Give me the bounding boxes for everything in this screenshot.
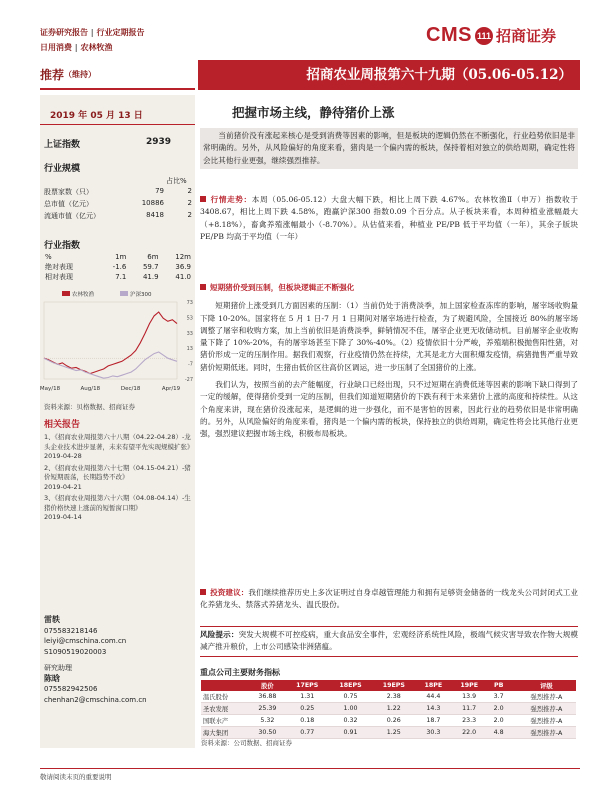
perf-value: 36.9 xyxy=(175,263,191,271)
headline: 把握市场主线，静待猪价上涨 xyxy=(232,105,395,120)
x-tick-label: Dec/18 xyxy=(120,386,141,392)
legend-label: 农林牧渔 xyxy=(72,292,95,298)
header-tag-row1: 证券研究报告 | 行业定期报告 xyxy=(40,28,145,37)
table-cell: 0.26 xyxy=(372,715,415,727)
y-tick-label: -27 xyxy=(184,377,193,383)
assistant-name: 陈晗 xyxy=(44,673,60,683)
table-cell: 1.25 xyxy=(372,727,415,739)
table-header: 17EPS xyxy=(286,680,329,691)
section-heading: 短期猪价受到压制，但板块逻辑正不断强化 xyxy=(210,283,355,292)
table-cell: 0.75 xyxy=(329,691,372,703)
report-subtype-tag: 行业定期报告 xyxy=(96,28,145,37)
table-cell: 4.8 xyxy=(487,727,510,739)
perf-value: 41.9 xyxy=(142,273,159,281)
table-cell: 11.7 xyxy=(451,703,487,715)
bullet-icon xyxy=(200,589,206,595)
perf-value: 59.7 xyxy=(142,263,159,271)
logo-chinese: 招商证券 xyxy=(495,27,556,45)
related-text: 《招商农业周报第六十八期（04.22-04.28）-龙头企业技术进步显著，未来有望平先实现规模扩张》 xyxy=(44,433,194,451)
logo-mark-icon: 111 xyxy=(475,27,493,45)
table-header-row xyxy=(201,680,576,691)
company-name-cell: 圣农发展 xyxy=(201,703,249,715)
x-tick-label: Apr/19 xyxy=(161,386,181,392)
report-title-band xyxy=(198,60,580,90)
scale-row-label: 流通市值（亿元） xyxy=(44,212,100,220)
section-market xyxy=(200,194,578,243)
series-line xyxy=(44,312,177,374)
company-name-cell: 国联水产 xyxy=(201,715,249,727)
scale-row-pct: 2 xyxy=(187,187,192,195)
rating-block xyxy=(40,60,195,90)
table-cell: 2.0 xyxy=(487,715,510,727)
investment-advice xyxy=(200,587,578,612)
rating-sub: （维持） xyxy=(64,68,97,79)
table-cell: 1.00 xyxy=(329,703,372,715)
related-num: 2、 xyxy=(44,463,55,472)
table-cell: 30.50 xyxy=(249,727,285,739)
table-cell: 0.25 xyxy=(286,703,329,715)
perf-row-label: 相对表现 xyxy=(45,273,73,281)
table-cell: 0.32 xyxy=(329,715,372,727)
table-header: 股价 xyxy=(249,680,285,691)
section-text: 本周（05.06-05.12）大盘大幅下跌，相比上周下跌 4.67%。农林牧渔Ⅱ（申万）指数收于 3408.67，相比上周下跌 4.58%，跑赢沪深300 指数0.09 个百分点。从子板块来看，本周种植业涨幅最大（+8.18%），畜禽养殖涨幅最小（-8.70%）。从估值来看，种植业 PE/PB 低于平均值（一年），其余子版块 PE/PB 均高于平均值（一年） xyxy=(200,195,578,241)
table-cell xyxy=(510,727,517,739)
perf-row xyxy=(42,272,194,282)
scale-row-pct: 2 xyxy=(187,211,192,219)
scale-row-value: 79 xyxy=(155,187,164,195)
table-cell: 1.31 xyxy=(286,691,329,703)
performance-chart xyxy=(40,288,195,393)
assistant-email[interactable]: chenhan2@cmschina.com.cn xyxy=(44,695,147,704)
perf-value: 41.0 xyxy=(175,273,191,281)
table-header: 19PE xyxy=(451,680,487,691)
assistant-role: 研究助理 xyxy=(44,664,72,672)
divider xyxy=(40,124,195,125)
perf-row xyxy=(42,262,194,272)
perf-title: 行业指数 xyxy=(44,241,81,251)
table-cell: 5.32 xyxy=(249,715,285,727)
company-logo xyxy=(426,24,556,47)
scale-row-value: 10886 xyxy=(141,199,164,207)
bullet-icon xyxy=(200,284,206,290)
table-cell: 18.7 xyxy=(415,715,451,727)
body-paragraph: 短期猪价上涨受到几方面因素的压制：（1）当前仍处于消费淡季，加上国家检查冻库的影响，屠宰场收购量下降 10-20%。国家将在 5 月 1 日-7 月 1 日期间对屠宰场进行检查，为了规避风险，全国接近 80%的屠宰场调整了屠宰和收购方案，加上当前依旧是消费淡季，鲜销情况不佳，屠宰企业更无收储动机。目前屠宰企业收购量下降了 10%-20%，有的屠宰场甚至下降了 30%-40%。（2）疫情依旧十分严峻，养殖端积极抛售阳性猪，对猪价形成一定的压制作用。据我们观察，行业疫情仍然在持续，尤其是北方大面积爆发疫情，病猪抛售严重导致猪价短期低迷。同时，生猪由低价区往高价区调运，进一步压制了全国猪价的上涨。 xyxy=(200,301,578,372)
y-tick-label: 13 xyxy=(186,346,193,353)
scale-row xyxy=(44,187,194,199)
legend-swatch xyxy=(120,291,128,296)
scale-row-value: 8418 xyxy=(146,211,164,219)
scale-row-label: 总市值（亿元） xyxy=(44,200,93,208)
perf-table xyxy=(42,252,194,282)
scale-row-label: 股票家数（只） xyxy=(44,188,93,196)
section-heading: 行情走势： xyxy=(210,195,252,204)
table-header: 19EPS xyxy=(372,680,415,691)
table-header xyxy=(201,680,249,691)
intro-text: 当前猪价没有涨起来核心是受到消费等因素的影响，但是板块的逻辑仍然在不断强化，行业趋势依旧是非常明确的。另外，从风险偏好的角度来看，猪肉是一个偏内需的板块，保持着相对独立的供给周期，确定性将会比其他行业更强，继续强烈推荐。 xyxy=(203,131,575,165)
perf-row-label: 绝对表现 xyxy=(45,263,73,271)
related-text: 《招商农业周报第六十六期（04.08-04.14）-生猪价格快速上涨前的短暂窗口期》 xyxy=(44,494,191,512)
x-tick-label: Aug/18 xyxy=(80,386,101,392)
rating-label: 推荐 xyxy=(40,67,65,82)
table-row xyxy=(201,703,576,715)
chart-source: 资料来源：贝格数据、招商证券 xyxy=(44,403,135,411)
perf-header: % xyxy=(45,253,52,261)
scale-row xyxy=(44,211,194,223)
financial-table xyxy=(201,680,576,739)
related-num: 1、 xyxy=(44,433,55,441)
table-cell: 36.88 xyxy=(249,691,285,703)
table-cell: 0.77 xyxy=(286,727,329,739)
table-cell xyxy=(510,703,517,715)
analyst-phone: 075583218146 xyxy=(44,626,98,635)
scale-table xyxy=(44,187,194,223)
related-report-item[interactable] xyxy=(44,494,192,523)
table-cell xyxy=(510,691,517,703)
perf-value: -1.6 xyxy=(112,263,127,271)
y-tick-label: 33 xyxy=(186,330,193,337)
table-cell: 23.3 xyxy=(451,715,487,727)
sector-tag: 日用消费 xyxy=(40,43,72,52)
section-hog-price xyxy=(200,282,578,441)
report-type-tag: 证券研究报告 xyxy=(40,28,88,37)
table-cell: 44.4 xyxy=(415,691,451,703)
risk-warning xyxy=(200,626,578,657)
y-tick-label: 53 xyxy=(186,315,193,322)
related-report-item[interactable] xyxy=(44,464,192,493)
table-header: 评级 xyxy=(517,680,576,691)
perf-header-row xyxy=(42,252,194,262)
table-cell: 22.0 xyxy=(451,727,487,739)
related-num: 3、 xyxy=(44,494,55,502)
investment-text: 我们继续推荐历史上多次证明过自身卓越管理能力和拥有足够资金储备的一线龙头公司封闭式工业化养猪龙头、禁落式养猪龙头、温氏股份。 xyxy=(200,588,578,610)
risk-text: 突发大规模不可控疫病，重大食品安全事件，宏观经济系统性风险，极端气候灾害导致农作物大规模减产推升粮价，上市公司感染非洲猪瘟。 xyxy=(200,630,579,652)
table-cell: 0.91 xyxy=(329,727,372,739)
assistant-phone: 075582942506 xyxy=(44,685,98,693)
header-tag-row2: 日用消费 | 农林牧渔 xyxy=(40,43,113,52)
logo-latin: CMS xyxy=(426,24,472,46)
scale-pct-header: 占比% xyxy=(166,177,187,185)
related-report-item[interactable] xyxy=(44,433,192,462)
report-title: 招商农业周报第六十九期（05.06-05.12） xyxy=(306,67,572,83)
related-date: 2019-04-28 xyxy=(44,452,82,460)
related-date: 2019-04-14 xyxy=(44,513,82,521)
table-title: 重点公司主要财务指标 xyxy=(200,667,280,677)
table-cell: 13.9 xyxy=(451,691,487,703)
company-name-cell: 温氏股份 xyxy=(201,691,249,703)
analyst-email[interactable]: leiyi@cmschina.com.cn xyxy=(44,637,127,645)
table-cell: 2.0 xyxy=(487,703,510,715)
perf-header: 12m xyxy=(175,253,191,261)
related-text: 《招商农业周报第六十七期（04.15-04.21）-猪价短期震荡，长期趋势不改》 xyxy=(44,463,191,481)
table-header: 18PE xyxy=(415,680,451,691)
intro-box xyxy=(200,128,578,169)
perf-value: 7.1 xyxy=(115,273,127,281)
scale-row-pct: 2 xyxy=(187,199,192,207)
legend-swatch xyxy=(62,291,70,296)
analyst-name: 雷轶 xyxy=(44,615,60,624)
y-tick-label: 73 xyxy=(186,300,193,306)
related-reports xyxy=(44,433,192,523)
table-cell: 强烈推荐-A xyxy=(517,703,576,715)
scale-row xyxy=(44,199,194,211)
analyst-cert: S1090519020003 xyxy=(44,647,107,656)
table-cell: 25.39 xyxy=(249,703,285,715)
table-cell: 0.18 xyxy=(286,715,329,727)
table-row xyxy=(201,691,576,703)
table-row xyxy=(201,715,576,727)
table-cell: 1.22 xyxy=(372,703,415,715)
scale-title: 行业规模 xyxy=(44,164,81,174)
body-paragraph: 我们认为，按照当前的去产能幅度，行业缺口已经出现，只不过短期在消费低迷等因素的影响下缺口得到了一定的缓解，使得猪价受到一定的压制，但我们知道短期猪价的下跌有利于未来猪价上涨的高度和持续性。从这个角度来讲，现在猪价没涨起来，是逻辑的进一步强化，而不是害怕的因素，因此行业的趋势依旧是非常明确的。另外，从风险偏好的角度来看，猪肉是一个偏内需的板块，保持独立的供给周期，确定性将会比其他行业更强，强烈建议把握市场主线，积极布局板块。 xyxy=(200,380,578,439)
related-title: 相关报告 xyxy=(44,420,81,430)
footer-divider xyxy=(40,768,580,769)
table-cell: 强烈推荐-A xyxy=(517,727,576,739)
table-header: PB xyxy=(487,680,510,691)
related-date: 2019-04-21 xyxy=(44,482,82,491)
table-source: 资料来源：公司数据、招商证券 xyxy=(201,739,292,747)
index-value: 2939 xyxy=(146,137,172,147)
perf-header: 6m xyxy=(147,253,159,261)
table-cell xyxy=(510,715,517,727)
table-cell: 强烈推荐-A xyxy=(517,715,576,727)
table-cell: 2.38 xyxy=(372,691,415,703)
table-row xyxy=(201,727,576,739)
company-name-cell: 海大集团 xyxy=(201,727,249,739)
perf-header: 1m xyxy=(115,253,127,261)
table-cell: 强烈推荐-A xyxy=(517,691,576,703)
analyst-block xyxy=(44,615,192,705)
table-cell: 14.3 xyxy=(415,703,451,715)
bullet-icon xyxy=(200,196,206,202)
table-cell: 30.3 xyxy=(415,727,451,739)
table-header: 18EPS xyxy=(329,680,372,691)
index-label: 上证指数 xyxy=(44,140,81,150)
table-cell: 3.7 xyxy=(487,691,510,703)
footer-note: 敬请阅读末页的重要说明 xyxy=(40,773,112,781)
investment-heading: 投资建议： xyxy=(210,588,249,597)
table-header xyxy=(510,680,517,691)
y-tick-label: -7 xyxy=(188,361,193,368)
subsector-tag: 农林牧渔 xyxy=(80,43,113,52)
risk-heading: 风险提示： xyxy=(200,630,239,639)
legend-label: 沪深300 xyxy=(130,292,152,298)
x-tick-label: May/18 xyxy=(40,386,61,392)
report-date: 2019 年 05 月 13 日 xyxy=(50,111,143,121)
